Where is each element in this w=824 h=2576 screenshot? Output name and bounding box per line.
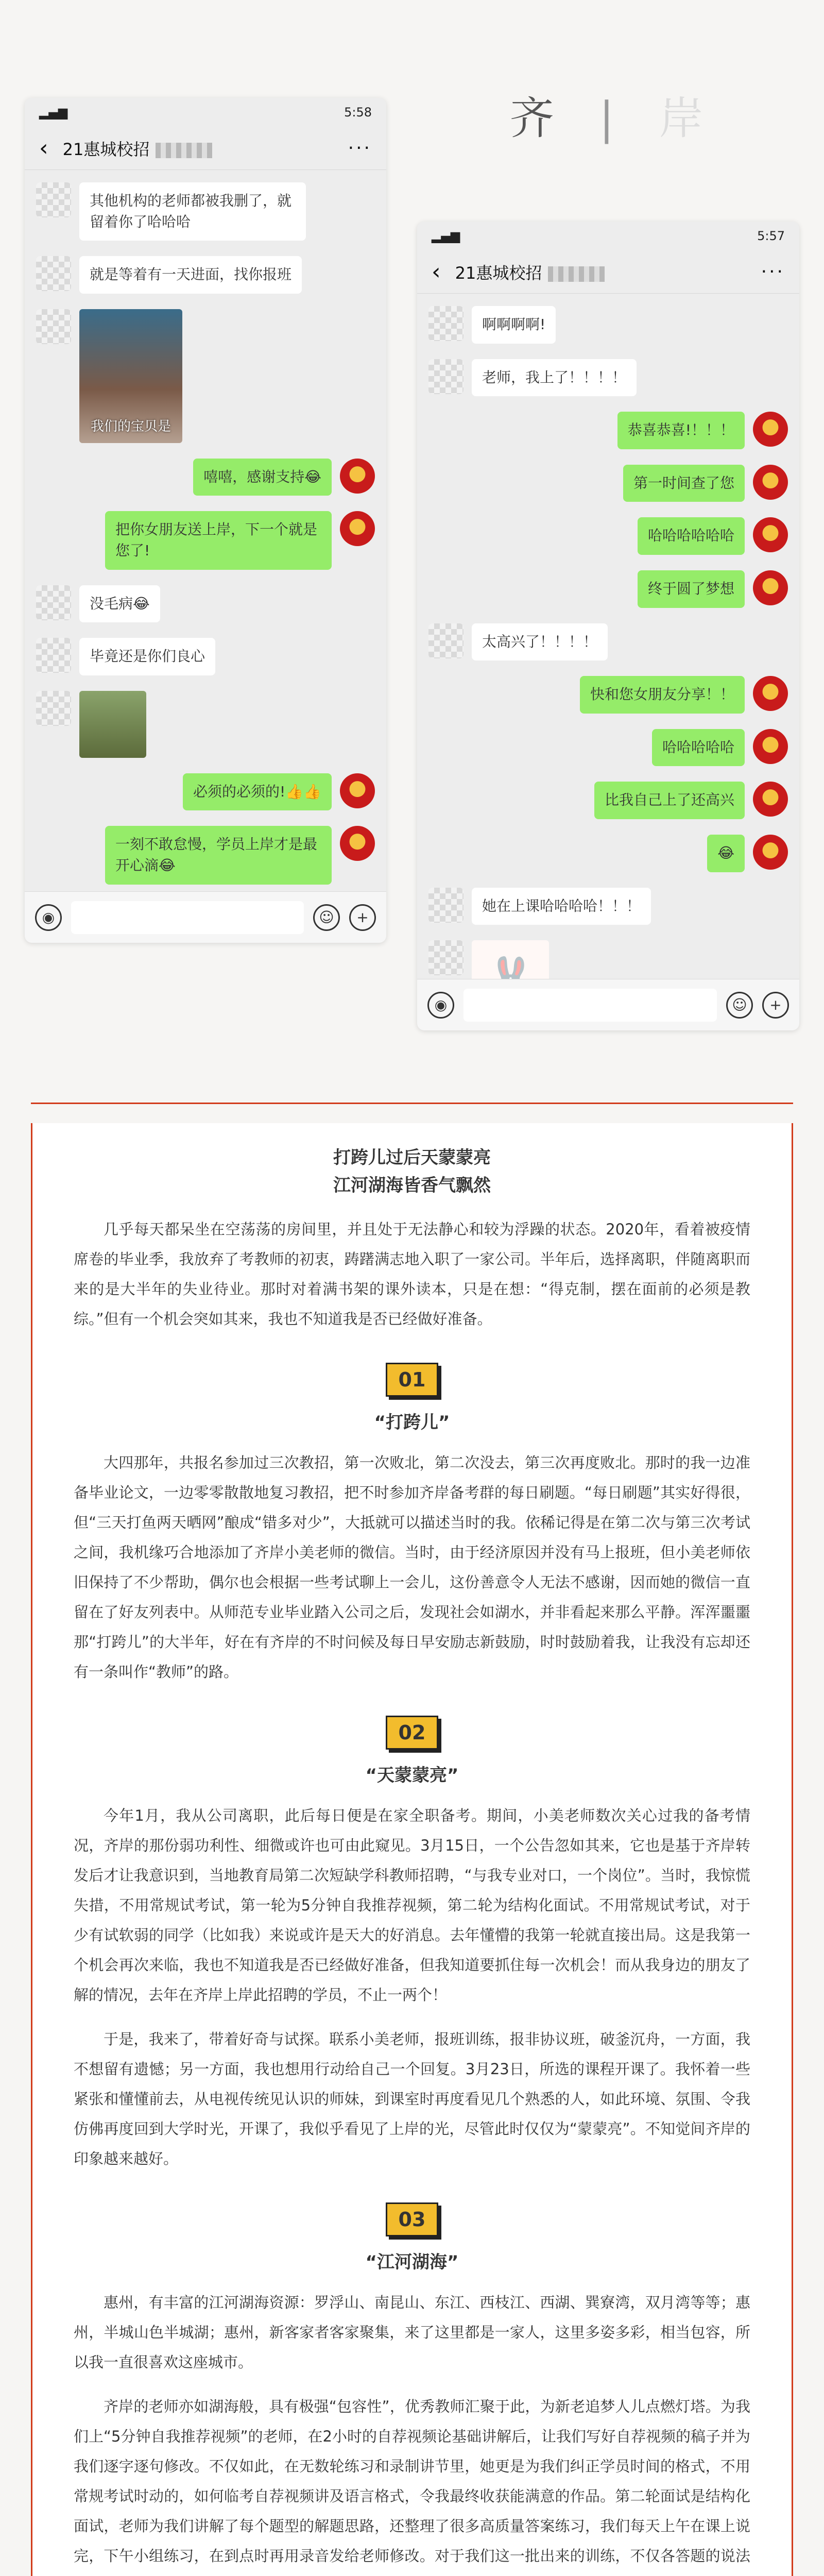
section-paragraph: 大四那年，共报名参加过三次教招，第一次败北，第二次没去，第三次再度败北。那时的我一边准备毕业论文，一边零零散散地复习教招，把不时参加齐岸备考群的每日刷题。“每日刷题”其实好得很，但“三天打鱼两天晒网”酿成“错多对少”，大抵就可以描述当时的我。依稀记得是在第二次与第三次考试之间，我机缘巧合地添加了齐岸小美老师的微信。当时，由于经济原因并没有马上报班，但小美老师依旧保持了不少帮助，偶尔也会根据一些考试聊上一会儿，这份善意令人无法不感谢，因而她的微信一直留在了好友列表中。从师范专业毕业踏入公司之后，发现社会如湖水，并非看起来那么平静。浑浑噩噩那“打跨儿”的大半年，好在有齐岸的不时问候及每日早安励志新鼓励，时时鼓励着我，让我没有忘却还有一条叫作“教师”的路。 [74, 1453, 750, 1681]
message-bubble[interactable]: 把你女朋友送上岸，下一个就是您了! [105, 511, 332, 569]
chat-message [36, 182, 375, 241]
avatar[interactable] [340, 511, 375, 546]
chat-message [428, 623, 788, 661]
avatar[interactable] [36, 182, 71, 217]
back-icon[interactable]: ‹ [432, 259, 441, 285]
avatar[interactable] [753, 570, 788, 605]
more-icon[interactable]: ··· [761, 261, 785, 282]
message-bubble[interactable]: 一刻不敢怠慢，学员上岸才是最开心滴😂 [105, 826, 332, 884]
photo-message[interactable] [79, 691, 146, 758]
message-bubble[interactable]: 哈哈哈哈哈 [652, 729, 745, 767]
chat-screenshot-left [25, 98, 386, 943]
status-bar [25, 98, 386, 127]
image-caption: 我们的宝贝是 [90, 418, 171, 434]
message-bubble[interactable]: 终于圆了梦想 [638, 570, 745, 608]
avatar[interactable] [753, 729, 788, 764]
message-bubble[interactable]: 比我自己上了还高兴 [594, 782, 745, 819]
article-headline [74, 1144, 750, 1200]
chat-message [428, 676, 788, 714]
avatar[interactable] [36, 256, 71, 291]
chat-title: 21惠城校招 [63, 137, 348, 160]
message-bubble[interactable]: 嘻嘻，感谢支持😂 [193, 459, 332, 496]
message-bubble[interactable]: 毕竟还是你们良心 [79, 638, 215, 675]
chat-message [428, 517, 788, 555]
back-icon[interactable]: ‹ [39, 135, 48, 161]
intro-paragraph: 几乎每天都呆坐在空荡荡的房间里，并且处于无法静心和较为浮躁的状态。2020年，看着被疫情席卷的毕业季，我放弃了考教师的初衷，踌躇满志地入职了一家公司。半年后，选择离职，伴随离职而来的是大半年的失业待业。那时对着满书架的课外读本，只是在想：“得克制，摆在面前的必须是教综。”但有一个机会突如其来，我也不知道我是否已经做好准备。 [74, 1220, 750, 1328]
avatar[interactable] [340, 773, 375, 808]
section-paragraph: 齐岸的老师亦如湖海般，具有极强“包容性”，优秀教师汇聚于此，为新老追梦人儿点燃灯塔。为我们上“5分钟自我推荐视频”的老师，在2小时的自荐视频论基础讲解后，让我们写好自荐视频的稿子并为我们逐字逐句修改。不仅如此，在无数轮练习和录制讲节里，她更是为我们纠正学员时间的格式，不用常规考试时动的，如何临考自荐视频讲及语言格式，令我最终收获能满意的作品。第二轮面试是结构化面试，老师为我们讲解了每个题型的解题思路，还整理了很多高质量答案练习，我们每天上午在课上说完，下午小组练习，在到点时再用录音发给老师修改。对于我们这一批出来的训练，不仅各答题的说法 [74, 2397, 750, 2565]
signal-icon: ▂▄▆ [432, 229, 460, 243]
avatar[interactable] [428, 306, 464, 341]
avatar[interactable] [428, 940, 464, 975]
voice-icon[interactable]: ◉ [427, 992, 454, 1019]
section-header [74, 2202, 750, 2273]
brand-logo: 齐 | 岸 [510, 93, 719, 144]
chat-message [428, 782, 788, 819]
chat-list [417, 294, 799, 1030]
chat-message [428, 465, 788, 502]
avatar[interactable] [36, 691, 71, 726]
chat-message [36, 773, 375, 811]
avatar[interactable] [36, 585, 71, 620]
section-paragraph: 于是，我来了，带着好奇与试探。联系小美老师，报班训练，报非协议班，破釜沉舟，一方面，我不想留有遗憾；另一方面，我也想用行动给自己一个回复。3月23日，所选的课程开课了。我怀着一些紧张和懂懂前去，从电视传统见认识的师妹，到课室时再度看见几个熟悉的人，如此环境、氛围、令我仿佛再度回到大学时光，开课了，我似乎看见了上岸的光，尽管此时仅仅为“蒙蒙亮”。不知觉间齐岸的印象越来越好。 [74, 2030, 750, 2167]
message-bubble[interactable]: 其他机构的老师都被我删了，就留着你了哈哈哈 [79, 182, 306, 241]
message-bubble[interactable]: 第一时间查了您 [623, 465, 745, 502]
section-number-badge: 01 [386, 1363, 439, 1397]
section-title: “打跨儿” [374, 1412, 450, 1433]
chat-message [36, 585, 375, 623]
chat-message [36, 826, 375, 884]
message-input[interactable] [71, 901, 304, 934]
avatar[interactable] [340, 826, 375, 861]
headline-line-1: 打跨儿过后天蒙蒙亮 [333, 1147, 491, 1168]
emoji-icon[interactable]: ☺ [313, 904, 340, 931]
avatar[interactable] [36, 638, 71, 673]
avatar[interactable] [428, 888, 464, 923]
section-header [74, 1363, 750, 1433]
chat-list [25, 170, 386, 943]
section-paragraph: 惠州，有丰富的江河湖海资源：罗浮山、南昆山、东江、西枝江、西湖、巽寮湾，双月湾等等；惠州，半城山色半城湖；惠州，新客家者客家聚集，来了这里都是一家人，这里多姿多彩，相当包容，所以我一直很喜欢这座城市。 [74, 2293, 750, 2371]
chat-message [36, 459, 375, 496]
chat-message [36, 691, 375, 758]
avatar[interactable] [753, 676, 788, 711]
redacted-name [548, 266, 605, 282]
chat-header [25, 127, 386, 170]
voice-icon[interactable]: ◉ [35, 904, 62, 931]
avatar[interactable] [36, 309, 71, 344]
section-paragraph: 今年1月，我从公司离职，此后每日便是在家全职备考。期间，小美老师数次关心过我的备考情况，齐岸的那份弱功利性、细微或许也可由此窥见。3月15日，一个公告忽如其来，它也是基于齐岸转发后才让我意识到，当地教育局第二次短缺学科教师招聘，“与我专业对口，一个岗位”。当时，我惊慌失措，不用常规试考试，第一轮为5分钟自我推荐视频，第二轮为结构化面试。不用常规试考试，对于少有试软弱的同学（比如我）来说或许是天大的好消息。去年懂懵的我第一轮就直接出局。这是我第一个机会再次来临，我也不知道我是否已经做好准备，但我知道要抓住每一次机会！而从我身边的朋友了解的情况，去年在齐岸上岸此招聘的学员，不止一两个！ [74, 1806, 750, 2004]
message-bubble[interactable]: 她在上课哈哈哈哈！！！ [472, 888, 651, 925]
chat-title: 21惠城校招 [455, 260, 761, 284]
avatar[interactable] [753, 782, 788, 817]
input-bar [417, 979, 799, 1030]
message-bubble[interactable]: 太高兴了！！！！ [472, 623, 608, 661]
chat-message [36, 511, 375, 569]
section-number-badge: 02 [386, 1716, 439, 1750]
headline-line-2: 江河湖海皆香气飘然 [333, 1175, 491, 1196]
chat-message [428, 835, 788, 872]
chat-message [428, 306, 788, 344]
avatar[interactable] [753, 835, 788, 870]
message-bubble[interactable]: 老师，我上了！！！！ [472, 359, 637, 397]
plus-icon[interactable]: + [349, 904, 376, 931]
section-title: “江河湖海” [365, 2251, 459, 2273]
article-sections [74, 1363, 750, 2576]
message-bubble[interactable]: 快和您女朋友分享！！ [580, 676, 745, 714]
avatar[interactable] [428, 623, 464, 658]
photo-message[interactable] [79, 309, 182, 443]
message-bubble[interactable]: 必须的必须的!👍👍 [183, 773, 332, 811]
chat-header [417, 250, 799, 294]
chat-message [36, 638, 375, 675]
message-bubble[interactable]: 没毛病😂 [79, 585, 160, 623]
message-bubble[interactable]: 哈哈哈哈哈哈 [638, 517, 745, 555]
avatar[interactable] [753, 412, 788, 447]
status-bar [417, 222, 799, 250]
message-bubble[interactable]: 😂 [707, 835, 745, 872]
message-bubble[interactable]: 啊啊啊啊! [472, 306, 556, 344]
section-header [74, 1716, 750, 1786]
status-time: 5:58 [344, 105, 372, 120]
chat-message [428, 729, 788, 767]
plus-icon[interactable]: + [762, 992, 789, 1019]
avatar[interactable] [428, 359, 464, 394]
section-number-badge: 03 [386, 2202, 439, 2236]
article-card [31, 1123, 793, 2576]
chat-message [36, 256, 375, 294]
section-title: “天蒙蒙亮” [365, 1765, 459, 1786]
message-input[interactable] [464, 989, 717, 1022]
signal-icon: ▂▄▆ [39, 105, 68, 120]
avatar[interactable] [753, 517, 788, 552]
chat-message [36, 309, 375, 443]
avatar[interactable] [340, 459, 375, 494]
chat-screenshot-right [417, 222, 799, 1030]
input-bar [25, 891, 386, 943]
avatar[interactable] [753, 465, 788, 500]
chat-message [428, 570, 788, 608]
chat-message [428, 412, 788, 449]
emoji-icon[interactable]: ☺ [726, 992, 753, 1019]
message-bubble[interactable]: 恭喜恭喜!！！！ [617, 412, 745, 449]
redacted-name [156, 143, 212, 158]
message-bubble[interactable]: 就是等着有一天进面，找你报班 [79, 256, 302, 294]
more-icon[interactable]: ··· [348, 138, 372, 159]
status-time: 5:57 [757, 229, 785, 243]
chat-message [428, 359, 788, 397]
chat-message [428, 888, 788, 925]
